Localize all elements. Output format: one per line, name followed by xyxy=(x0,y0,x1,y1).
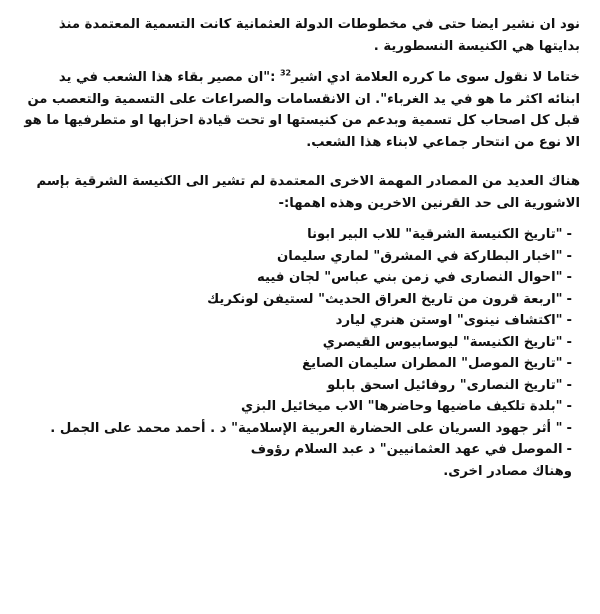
list-dash: - xyxy=(566,313,572,328)
source-title: "اكتشاف نينوى" اوستن هنري ليارد xyxy=(335,313,563,328)
list-dash: - xyxy=(566,334,572,350)
list-dash: - xyxy=(566,291,572,307)
sources-list xyxy=(22,224,580,461)
list-dash: - xyxy=(566,377,572,393)
source-title: "بلدة تلكيف ماضيها وحاضرها" الاب ميخائيل البزي xyxy=(240,399,563,414)
conclusion-text-start: ختاما لا نقول سوى ما كرره العلامة ادي اشير xyxy=(291,70,580,85)
source-item xyxy=(22,289,572,311)
source-item xyxy=(22,310,572,332)
list-dash: - xyxy=(566,227,572,242)
intro-paragraph: نود ان نشير ايضا حتى في مخطوطات الدولة العثمانية كانت التسمية المعتمدة منذ بدايتها هي الكنيسة النسطورية . xyxy=(58,17,580,54)
conclusion-text-rest: :"ان مصير بقاء هذا الشعب في يد ابنائه اكثر ما هو في يد الغرباء". ان الانقسامات والصراعات على التسمية والتعصب من قبل كل اصحاب كل تسمية وبدعم من كنيستها او تحت قيادة احزابها او متطرفيها ما هو الا نوع من انتحار جماعي لابناء هذا الشعب. xyxy=(24,70,580,150)
list-dash: - xyxy=(566,420,572,436)
source-title: "تاريخ النصارى" روفائيل اسحق بابلو xyxy=(327,377,563,393)
list-dash: - xyxy=(566,270,572,285)
document-page xyxy=(22,14,580,482)
source-item xyxy=(22,396,572,418)
source-item xyxy=(22,246,572,268)
source-title: الموصل في عهد العثمانيين" د عبد السلام رؤوف xyxy=(250,442,563,457)
source-item xyxy=(22,267,572,289)
source-item xyxy=(22,375,572,397)
list-dash: - xyxy=(566,442,572,457)
source-title: "اخبار البطاركة في المشرق" لماري سليمان xyxy=(277,248,563,264)
conclusion-paragraph xyxy=(22,67,580,153)
source-item xyxy=(22,224,572,246)
footnote-reference: 32 xyxy=(279,68,292,78)
source-title: "اربعة قرون من تاريخ العراق الحديث" لستيفن لونكريك xyxy=(207,291,563,307)
list-dash: - xyxy=(566,399,572,414)
source-title: "احوال النصارى في زمن بني عباس" لجان فييه xyxy=(257,270,563,285)
source-item xyxy=(22,439,572,461)
source-item xyxy=(22,418,572,440)
list-dash: - xyxy=(566,248,572,264)
source-item xyxy=(22,332,572,354)
source-title: "تاريخ الموصل" المطران سليمان الصايغ xyxy=(302,356,563,371)
list-dash: - xyxy=(566,356,572,371)
closing-line: وهناك مصادر اخرى. xyxy=(443,463,572,479)
source-title: " أثر جهود السريان على الحضارة العربية الإسلامية" د . أحمد محمد على الجمل . xyxy=(50,420,563,436)
source-title: "تاريخ الكنيسة الشرقية" للاب البير ابونا xyxy=(307,227,563,242)
sources-intro-paragraph: هناك العديد من المصادر المهمة الاخرى المعتمدة لم تشير الى الكنيسة الشرقية بإسم الاشورية الى حد القرنين الاخرين وهذه اهمها:- xyxy=(36,174,580,211)
source-item xyxy=(22,353,572,375)
source-title: "تاريخ الكنيسة" ليوسابيوس القيصري xyxy=(322,334,563,350)
